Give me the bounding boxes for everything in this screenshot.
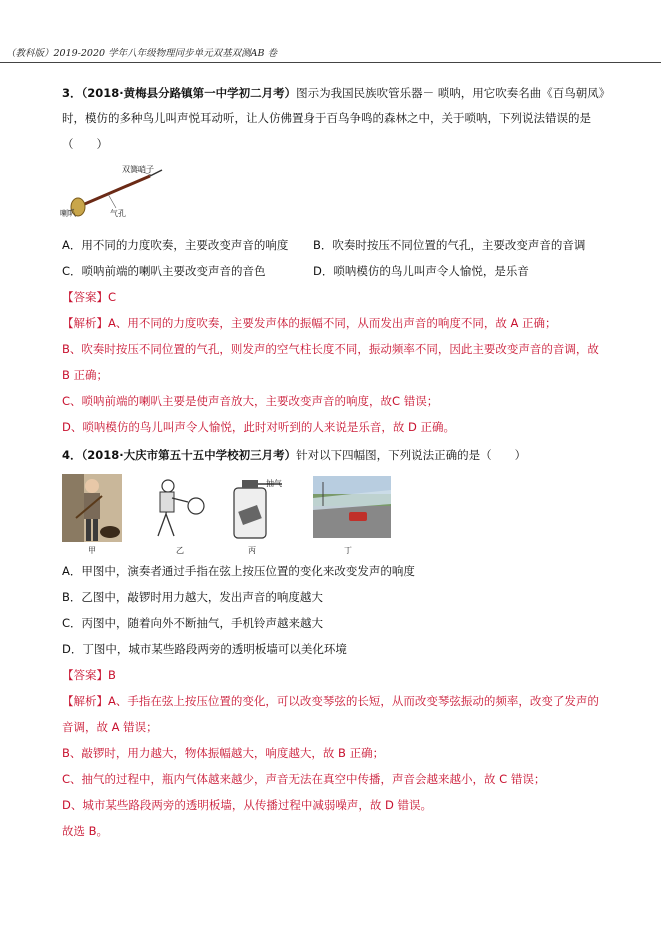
q3-analysis-line: D、唢呐模仿的鸟儿叫声令人愉悦，此时对听到的人来说是乐音，故 D 正确。 <box>62 420 456 434</box>
figure-bing-label: 丙 <box>248 546 256 555</box>
figure-jia-label: 甲 <box>88 546 96 555</box>
q3-blank: （ ） <box>62 137 108 151</box>
figure-yi-label: 乙 <box>176 546 184 555</box>
q4-source: （2018·大庆市第五十五中学校初三月考） <box>81 448 297 462</box>
q4-option-c: C．丙图中，随着向外不断抽气，手机铃声越来越大 <box>62 616 324 630</box>
header-rule <box>0 62 661 63</box>
q3-option-d: D．唢呐模仿的鸟儿叫声令人愉悦，是乐音 <box>313 264 529 278</box>
q3-line1 <box>62 85 610 101</box>
q3-stem-line1: 图示为我国民族吹管乐器－ 唢呐，用它吹奏名曲《百鸟朝凤》 <box>296 86 611 100</box>
q4-conclusion: 故选 B。 <box>62 824 109 838</box>
q3-analysis-line: B、吹奏时按压不同位置的气孔，则发声的空气柱长度不同，振动频率不同，因此主要改变声音的音调，故 <box>62 342 599 356</box>
q4-analysis-line: B、敲锣时，用力越大，物体振幅越大，响度越大，故 B 正确； <box>62 746 385 760</box>
figure-jia <box>62 474 122 542</box>
figure-ding-label: 丁 <box>344 546 352 555</box>
figure-ding <box>313 476 391 538</box>
suona-bell-label: 喇叭 <box>60 209 76 218</box>
q4-option-d: D．丁图中，城市某些路段两旁的透明板墙可以美化环境 <box>62 642 347 656</box>
q4-line1 <box>62 447 526 463</box>
q3-analysis-line: 【解析】A、用不同的力度吹奏，主要发声体的振幅不同，从而发出声音的响度不同，故 A 正确； <box>62 316 557 330</box>
q3-answer: 【答案】C <box>62 290 117 304</box>
q3-option-b: B．吹奏时按压不同位置的气孔，主要改变声音的音调 <box>313 238 586 252</box>
q4-option-a: A．甲图中，演奏者通过手指在弦上按压位置的变化来改变发声的响度 <box>62 564 415 578</box>
q3-stem-line2: 时，模仿的多种鸟儿叫声悦耳动听，让人仿佛置身于百鸟争鸣的森林之中，关于唢呐，下列说法错误的是 <box>62 111 591 125</box>
q4-analysis-line: 【解析】A、手指在弦上按压位置的变化，可以改变琴弦的长短，从而改变琴弦振动的频率，改变了发声的 <box>62 694 599 708</box>
q4-number: 4． <box>62 448 82 462</box>
header-title: （教科版）2019-2020 学年八年级物理同步单元双基双测AB 卷 <box>6 48 277 59</box>
figure-bing-pump-label: 抽气 <box>266 479 282 488</box>
q3-option-c: C．唢呐前端的喇叭主要改变声音的音色 <box>62 264 266 278</box>
suona-hole-label: 气孔 <box>110 209 126 218</box>
suona-reed-label: 双簧哨子 <box>122 165 154 174</box>
q3-analysis-line: C、唢呐前端的喇叭主要是使声音放大，主要改变声音的响度，故C 错误； <box>62 394 439 408</box>
figure-yi <box>148 478 208 540</box>
q4-answer: 【答案】B <box>62 668 116 682</box>
q4-stem: 针对以下四幅图，下列说法正确的是（ ） <box>296 448 527 462</box>
q3-source: （2018·黄梅县分路镇第一中学初二月考） <box>81 86 297 100</box>
q4-analysis-line: 音调，故 A 错误； <box>62 720 158 734</box>
q4-analysis-line: D、城市某些路段两旁的透明板墙，从传播过程中减弱噪声，故 D 错误。 <box>62 798 433 812</box>
q3-analysis-line: B 正确； <box>62 368 109 382</box>
q3-number: 3． <box>62 86 82 100</box>
q4-option-b: B．乙图中，敲锣时用力越大，发出声音的响度越大 <box>62 590 323 604</box>
suona-figure <box>60 164 170 220</box>
q4-analysis-line: C、抽气的过程中，瓶内气体越来越少，声音无法在真空中传播，声音会越来越小，故 C 错误； <box>62 772 546 786</box>
q3-option-a: A．用不同的力度吹奏，主要改变声音的响度 <box>62 238 289 252</box>
